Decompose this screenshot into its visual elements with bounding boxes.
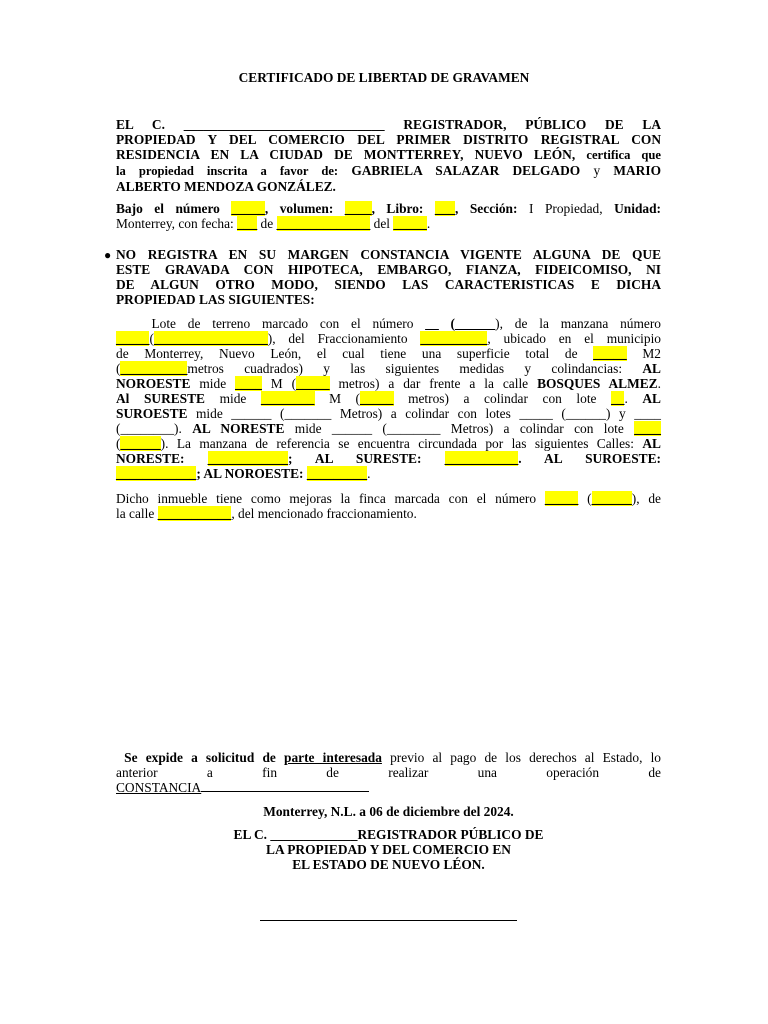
numero-blank: _____ <box>231 201 265 216</box>
issuance-paragraph <box>116 750 661 795</box>
para3-line2: ESTE GRAVADA CON HIPOTECA, EMBARGO, FIANZA, FIDEICOMISO, NI <box>116 262 661 277</box>
signature-line3: EL ESTADO DE NUEVO LÉON. <box>292 857 485 872</box>
para1-line3: RESIDENCIA EN LA CIUDAD DE MONTTERREY, NUEVO LEÓN, certifica que <box>116 147 661 162</box>
para4-line4: (__________metros cuadrados) y las siguientes medidas y colindancias: AL <box>116 361 661 376</box>
para4-line2: _____(_________________), del Fraccionamiento __________, ubicado en el municipio <box>116 331 661 346</box>
prefix-text: EL C. <box>116 117 165 132</box>
registry-data-paragraph <box>116 201 661 231</box>
line1-text: REGISTRADOR, PÚBLICO DE LA <box>403 117 662 132</box>
para3-line4: PROPIEDAD LAS SIGUIENTES: <box>116 292 315 307</box>
para1-line1 <box>116 117 661 132</box>
issue-date: Monterrey, N.L. a 06 de diciembre del 2024. <box>263 804 514 819</box>
para1-line5: ALBERTO MENDOZA GONZÁLEZ. <box>116 179 336 194</box>
para5-line1: Dicho inmueble tiene como mejoras la finca marcada con el número _____ (______), de <box>116 491 661 506</box>
libro-blank: ___ <box>434 201 455 216</box>
certifying-paragraph <box>116 117 661 194</box>
no-encumbrance-paragraph <box>116 247 661 307</box>
volumen-blank: ____ <box>344 201 372 216</box>
para2-line2: Monterrey, con fecha: ___ de ______________ del _____. <box>116 216 431 231</box>
para4-line11: ____________; AL NOROESTE: _________. <box>116 466 371 481</box>
signature-line <box>260 920 517 921</box>
para1-line4: la propiedad inscrita a favor de: GABRIELA SALAZAR DELGADO y MARIO <box>116 163 661 178</box>
para4-line1: Lote de terreno marcado con el número __ (______), de la manzana número <box>151 316 661 331</box>
bullet-icon: ● <box>104 248 112 262</box>
para4-line7: SUROESTE mide ______ (_______ Metros) a colindar con lotes _____ (______) y ____ <box>116 406 661 421</box>
registrar-name-blank: ______________________________ <box>183 117 385 132</box>
para3-line3: DE ALGUN OTRO MODO, SIENDO LAS CARACTERISTICAS E DICHA <box>116 277 661 292</box>
para4-line3: de Monterrey, Nuevo León, el cual tiene una superficie total de _____ M2 <box>116 346 661 361</box>
para4-line10: NORESTE: ____________; AL SURESTE: ___________. AL SUROESTE: <box>116 451 661 466</box>
para4-line5: NOROESTE mide ____ M (_____ metros) a dar frente a la calle BOSQUES ALMEZ. <box>116 376 661 391</box>
signature-line2: LA PROPIEDAD Y DEL COMERCIO EN <box>266 842 511 857</box>
para4-line6: Al SURESTE mide ________ M (_____ metros) a colindar con lote __. AL <box>116 391 661 406</box>
para4-line9: (______). La manzana de referencia se encuentra circundada por las siguientes Calles: AL <box>116 436 661 451</box>
para6-line3: CONSTANCIA <box>116 780 661 795</box>
para5-line2: la calle ___________, del mencionado fraccionamiento. <box>116 506 417 521</box>
property-description-paragraph <box>116 316 661 481</box>
para4-line8: (________). AL NORESTE mide ______ (________ Metros) a colindar con lote ____ <box>116 421 661 436</box>
improvements-paragraph <box>116 491 661 521</box>
para1-line2: PROPIEDAD Y DEL COMERCIO DEL PRIMER DISTRITO REGISTRAL CON <box>116 132 661 147</box>
signature-line1: EL C. _____________REGISTRADOR PÚBLICO DE <box>233 827 544 842</box>
signature-block <box>116 827 661 872</box>
document-title: CERTIFICADO DE LIBERTAD DE GRAVAMEN <box>238 70 530 85</box>
para6-line1: Se expide a solicitud de parte interesada previo al pago de los derechos al Estado, lo <box>124 750 661 765</box>
para2-line1: Bajo el número _____, volumen: ____, Libro: ___, Sección: I Propiedad, Unidad: <box>116 201 661 216</box>
fecha-dia-blank: ___ <box>237 216 258 231</box>
para3-line1: NO REGISTRA EN SU MARGEN CONSTANCIA VIGENTE ALGUNA DE QUE <box>116 247 661 262</box>
fecha-mes-blank: ______________ <box>276 216 371 231</box>
fecha-anio-blank: _____ <box>393 216 427 231</box>
para6-line2: anterior a fin de realizar una operación de <box>116 765 661 780</box>
